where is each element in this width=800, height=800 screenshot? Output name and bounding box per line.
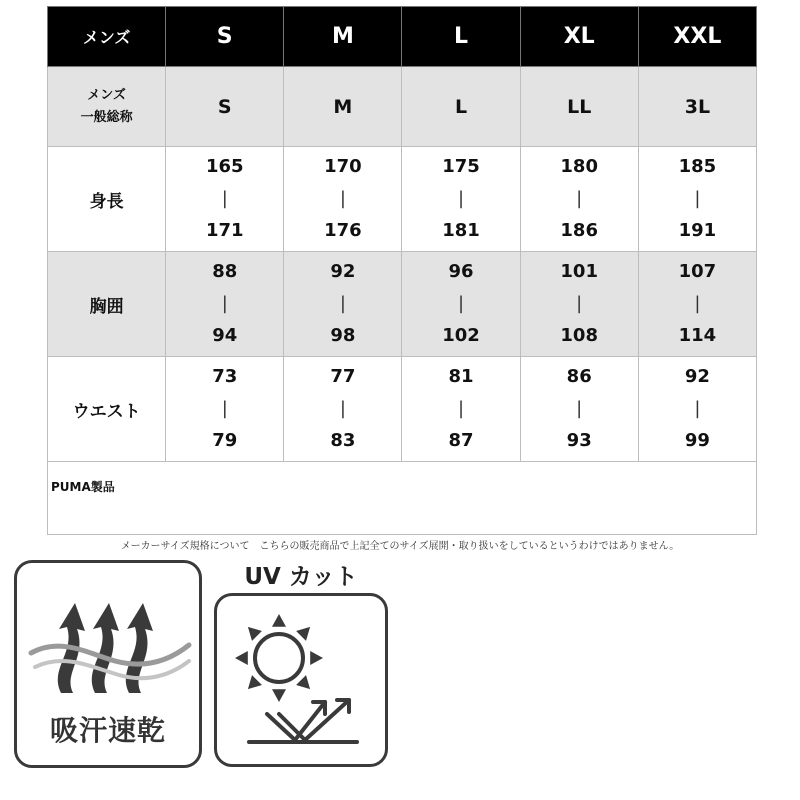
note-cell	[48, 462, 757, 535]
range-separator: |	[694, 293, 701, 314]
range-cell	[402, 147, 520, 252]
chest-row	[48, 252, 757, 357]
range-separator: |	[458, 293, 465, 314]
range-cell	[166, 252, 284, 357]
general-label-line2: 一般総称	[80, 109, 133, 125]
range-value	[639, 256, 756, 352]
sun-ray	[248, 627, 262, 641]
range-max: 94	[212, 325, 238, 346]
range-max: 108	[560, 325, 598, 346]
range-cell	[284, 252, 402, 357]
range-value	[402, 361, 519, 457]
general-size: S	[166, 67, 284, 147]
general-label-line1: メンズ	[87, 87, 126, 103]
range-min: 170	[324, 156, 362, 177]
range-separator: |	[694, 398, 701, 419]
range-min: 86	[566, 366, 592, 387]
range-value	[639, 151, 756, 247]
uv-badge	[214, 593, 388, 767]
range-separator: |	[221, 398, 228, 419]
range-min: 101	[560, 261, 598, 282]
height-row	[48, 147, 757, 252]
waist-row	[48, 357, 757, 462]
note-row	[48, 462, 757, 535]
range-separator: |	[576, 293, 583, 314]
note-text: PUMA製品	[51, 480, 115, 494]
header-label: メンズ	[48, 7, 166, 67]
range-value	[521, 361, 638, 457]
range-cell	[402, 357, 520, 462]
range-cell	[520, 252, 638, 357]
range-max: 99	[684, 430, 710, 451]
header-size: L	[402, 7, 520, 67]
range-separator: |	[221, 188, 228, 209]
range-min: 92	[684, 366, 710, 387]
sun-ray	[296, 675, 310, 689]
general-size: M	[284, 67, 402, 147]
range-separator: |	[339, 188, 346, 209]
size-table	[47, 6, 757, 535]
general-size: LL	[520, 67, 638, 147]
general-size: L	[402, 67, 520, 147]
range-value	[166, 151, 283, 247]
range-max: 79	[212, 430, 238, 451]
range-min: 175	[442, 156, 480, 177]
range-separator: |	[339, 398, 346, 419]
range-separator: |	[576, 398, 583, 419]
sun-ray	[296, 627, 310, 641]
row-label: ウエスト	[48, 357, 166, 462]
range-cell	[166, 357, 284, 462]
range-cell	[520, 357, 638, 462]
row-label: 胸囲	[48, 252, 166, 357]
range-value	[402, 151, 519, 247]
range-max: 181	[442, 220, 480, 241]
quickdry-badge	[14, 560, 202, 768]
sun-ray	[272, 614, 286, 627]
range-value	[284, 256, 401, 352]
row-label: 身長	[48, 147, 166, 252]
uv-title: UV カット	[244, 564, 358, 590]
range-cell	[402, 252, 520, 357]
range-value	[166, 256, 283, 352]
range-value	[521, 151, 638, 247]
range-max: 191	[678, 220, 717, 241]
sweat-wave-arrows-icon	[17, 581, 199, 711]
range-min: 92	[330, 261, 356, 282]
range-separator: |	[458, 398, 465, 419]
range-min: 107	[678, 261, 717, 282]
general-label	[48, 67, 166, 147]
range-max: 87	[448, 430, 474, 451]
header-row	[48, 7, 757, 67]
disclaimer-text: メーカーサイズ規格について こちらの販売商品で上記全てのサイズ展開・取り扱いをしているというわけではありません。	[120, 541, 680, 552]
range-min: 77	[330, 366, 356, 387]
range-value	[402, 256, 519, 352]
range-cell	[284, 147, 402, 252]
range-cell	[638, 147, 756, 252]
general-size: 3L	[638, 67, 756, 147]
header-size: S	[166, 7, 284, 67]
range-max: 102	[442, 325, 480, 346]
range-value	[284, 361, 401, 457]
header-size: XL	[520, 7, 638, 67]
header-size: M	[284, 7, 402, 67]
range-value	[284, 151, 401, 247]
range-max: 176	[324, 220, 362, 241]
range-separator: |	[339, 293, 346, 314]
sun-reflect-icon	[217, 596, 385, 764]
range-cell	[166, 147, 284, 252]
range-min: 165	[205, 156, 244, 177]
range-separator: |	[458, 188, 465, 209]
range-min: 73	[212, 366, 238, 387]
general-size-row	[48, 67, 757, 147]
range-min: 180	[560, 156, 598, 177]
quickdry-caption: 吸汗速乾	[49, 714, 166, 747]
range-max: 114	[678, 325, 717, 346]
header-size: XXL	[638, 7, 756, 67]
sun-ray	[272, 689, 286, 702]
range-cell	[284, 357, 402, 462]
range-cell	[638, 357, 756, 462]
range-min: 96	[448, 261, 474, 282]
range-max: 83	[330, 430, 356, 451]
range-separator: |	[576, 188, 583, 209]
range-cell	[638, 252, 756, 357]
range-max: 98	[330, 325, 356, 346]
range-min: 185	[678, 156, 717, 177]
sun-ray	[235, 651, 248, 665]
range-min: 88	[212, 261, 238, 282]
range-separator: |	[694, 188, 701, 209]
range-max: 186	[560, 220, 598, 241]
range-min: 81	[448, 366, 474, 387]
sun-ray	[310, 651, 323, 665]
sun-ray	[248, 675, 262, 689]
range-cell	[520, 147, 638, 252]
range-max: 93	[566, 430, 592, 451]
range-value	[521, 256, 638, 352]
range-value	[639, 361, 756, 457]
range-separator: |	[221, 293, 228, 314]
range-max: 171	[205, 220, 244, 241]
range-value	[166, 361, 283, 457]
